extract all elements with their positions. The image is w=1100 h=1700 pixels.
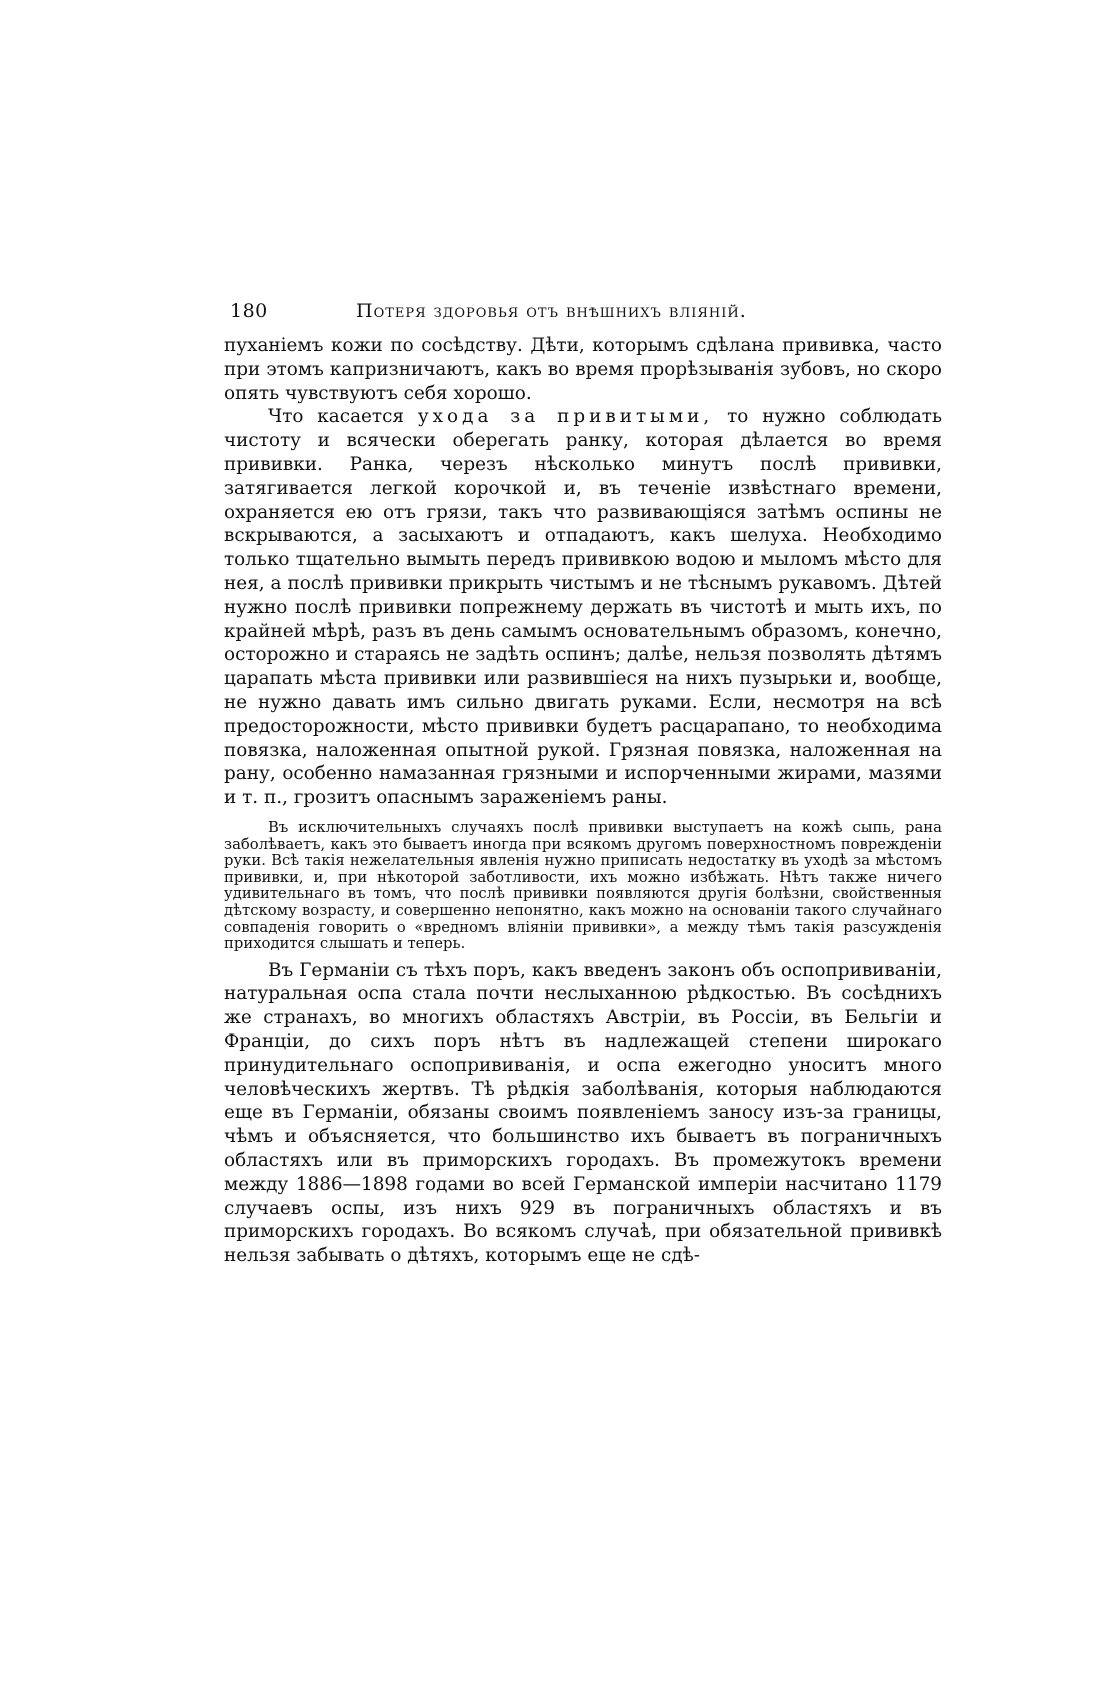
running-head — [224, 300, 942, 334]
page-number: 180 — [230, 300, 268, 322]
paragraph-2-lead: Что касается — [268, 406, 404, 428]
paragraph-1: пуханіемъ кожи по сосѣдству. Дѣти, которымъ сдѣлана прививка, часто при этомъ капризничаютъ, какъ во время прорѣзыванія зубовъ, но скоро опять чувствуютъ себя хорошо. — [224, 335, 942, 404]
paragraph-2-emphasis: ухода за привитыми, — [417, 406, 714, 428]
running-title: Потеря здоровья отъ внѣшнихъ вліяній. — [356, 300, 747, 322]
paragraph-2-rest: то нужно соблюдать чистоту и всячески оберегать ранку, которая дѣлается во время прививки. Ранка, черезъ нѣсколько минутъ послѣ прививки, затягивается легкой корочкой и, въ теченіе извѣстнаго времени, охраняется ею отъ грязи, такъ что развивающіяся затѣмъ оспины не вскрываются, а засыхаютъ и отпадаютъ, какъ шелуха. Необходимо только тщательно вымыть передъ прививкою водою и мыломъ мѣсто для нея, а послѣ прививки прикрыть чистымъ и не тѣснымъ рукавомъ. Дѣтей нужно послѣ прививки попрежнему держать въ чистотѣ и мыть ихъ, по крайней мѣрѣ, разъ въ день самымъ основательнымъ образомъ, конечно, осторожно и стараясь не задѣть оспинъ; далѣе, нельзя позволять дѣтямъ царапать мѣста прививки или развившіеся на нихъ пузырьки и, вообще, не нужно давать имъ сильно двигать руками. Если, несмотря на всѣ предосторожности, мѣсто прививки будетъ расцарапано, то необходима повязка, наложенная опытной рукой. Грязная повязка, наложенная на рану, особенно намазанная грязными и испорченными жирами, мазями и т. п., грозитъ опаснымъ зараженіемъ раны. — [224, 406, 942, 809]
book-page — [224, 300, 942, 1268]
paragraph-3: Въ Германіи съ тѣхъ поръ, какъ введенъ законъ объ оспопрививаніи, натуральная оспа стала почти неслыханною рѣдкостью. Въ сосѣднихъ же странахъ, во многихъ областяхъ Австріи, въ Россіи, въ Бельгіи и Франціи, до сихъ поръ нѣтъ въ надлежащей степени широкаго принудительнаго оспопрививанія, и оспа ежегодно уноситъ много человѣческихъ жертвъ. Тѣ рѣдкія заболѣванія, которыя наблюдаются еще въ Германіи, обязаны своимъ появленіемъ заносу изъ-за границы, чѣмъ и объясняется, что большинство ихъ бываетъ въ пограничныхъ областяхъ или въ приморскихъ городахъ. Въ промежутокъ времени между 1886—1898 годами во всей Германской имперіи насчитано 1179 случаевъ оспы, изъ нихъ 929 въ пограничныхъ областяхъ и въ приморскихъ городахъ. Во всякомъ случаѣ, при обязательной прививкѣ нельзя забывать о дѣтяхъ, которымъ еще не сдѣ- — [224, 959, 942, 1267]
small-print-note: Въ исключительныхъ случаяхъ послѣ прививки выступаетъ на кожѣ сыпь, рана заболѣваетъ, какъ это бываетъ иногда при всякомъ другомъ поверхностномъ поврежденіи руки. Всѣ такія нежелательныя явленія нужно приписать недостатку въ уходѣ за мѣстомъ прививки, и, при нѣкоторой заботливости, ихъ можно избѣжать. Нѣтъ также ничего удивительнаго въ томъ, что послѣ прививки появляются другія болѣзни, свойственныя дѣтскому возрасту, и совершенно непонятно, какъ можно на основаніи такого случайнаго совпаденія говорить о «вредномъ вліяніи прививки», а между тѣмъ такія разсужденія приходится слышать и теперь. — [224, 818, 942, 953]
paragraph-2 — [224, 405, 942, 810]
